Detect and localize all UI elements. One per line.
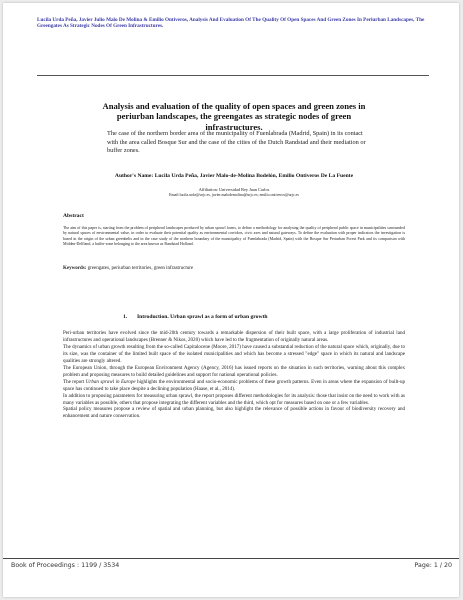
paragraph: The dynamics of urban growth resulting from the so-called Capitalocene (Moore, 2017) have caused a substantial reduction of the natural space which, originally, due to its size, was the container of the limited built space of the isolated municipalities and which has become a stressed "edge" space in which its natural and landscape qualities are strongly altered. — [63, 343, 405, 364]
paragraph — [63, 379, 405, 393]
affiliation: Affiliation: Universidad Rey Juan Carlos — [198, 187, 270, 192]
authors-label: Author's Name: — [114, 173, 154, 179]
paper-subtitle: The case of the northern border area of the municipality of Fuenlabrada (Madrid, Spain) in its contact with the area called Bosque Sur and the case of the cities of the Dutch Randstad and their mediation or buffer zones. — [107, 130, 366, 155]
running-header: Lucila Urda Peña, Javier Julio Malo De Molina & Emilio Ontiveros, Analysis And Evaluation Of The Quality Of Open Spaces And Green Zones In Periurban Landscapes, The Greengates As Strategic Nodes Of Green Infrastructures. — [37, 17, 425, 30]
pdf-page — [3, 3, 459, 597]
paragraph: In addition to proposing parameters for measuring urban sprawl, the report proposes different methodologies for its analysis: those that insist on the need to work with as many variables as possible, others that propose integrating the different variables and the third, which opt for measures based on one or a few variables. — [63, 392, 405, 406]
footer-divider — [3, 558, 459, 559]
paragraph: Peri-urban territories have evolved since the mid-20th century towards a remarkable dispersion of their built space, with a large proliferation of industrial land infrastructures and operational landscapes (Brenner & Nikos, 2020) which have led to the fragmentation of originally natural areas. — [63, 330, 405, 343]
header-divider — [37, 75, 429, 76]
section-heading — [123, 314, 267, 320]
paper-title: Analysis and evaluation of the quality of open spaces and green zones in periurban landscapes, the greengates as strategic nodes of green infrastructures. — [102, 101, 366, 132]
author-names — [103, 173, 365, 180]
book-of-proceedings-counter: Book of Proceedings : 1199 / 3534 — [11, 562, 120, 569]
abstract-text: The aim of this paper is, starting from the problem of peripheral landscapes produced by urban sprawl forms, to define a methodology for analysing the quality of peripheral public space in municipalities surrounded by natural spaces of environmental value, in order to evaluate their potential quality as environmental corridors, civic axes and natural gateways. To define the evaluation with proper indicators the investigation is based in the origin of the urban greenbelts and in the case study of the northern boundary of the municipality of Fuenlabrada (Madrid, Spain) with the Bosque Sur Periurban Forest Park and its comparison with Midden-Delfland, a buffer-zone belonging to the area known as Randstad Holland. — [63, 225, 405, 247]
keywords-label: Keywords: — [63, 266, 87, 271]
section-number: 1. — [123, 314, 128, 320]
author-emails: Email:lucila.urda@urjc.es, javier.malodemolina@urjc.es; emilio.ontiveros@urjc.es — [169, 193, 299, 197]
abstract-heading: Abstract — [63, 213, 84, 219]
body-text — [63, 330, 405, 420]
section-title: Introduction. Urban sprawl as a form of urban growth — [137, 314, 268, 320]
keywords — [63, 266, 405, 272]
paragraph: Spatial policy measures propose a review of spatial and urban planning, but also highlight the relevance of possible actions in favour of biodiversity recovery and enhancement and nature conservation. — [63, 406, 405, 420]
paragraph-text: The report — [63, 378, 86, 385]
paragraph: The European Union, through the European Environment Agency (Agency, 2016) has issued reports on the situation in such territories, warning about this complex problem and proposing measures to build detailed guidelines and support for national operational policies. — [63, 364, 405, 378]
page-counter: Page: 1 / 20 — [414, 562, 452, 569]
keywords-text: greengates, periurban territories, green infrastructure — [87, 266, 194, 271]
authors-list: Lucila Urda Peña, Javier Malo-de-Molina Bodelón, Emilio Ontiveros De La Fuente — [154, 173, 354, 179]
paragraph-text: highlights the environmental and socio-economic problems of these growth patterns. Even in areas where the expansion of built-up space has continued to take place despite a declining population (Haase, et al., 2014). — [63, 378, 405, 392]
report-title: Urban sprawl in Europe — [85, 378, 136, 385]
